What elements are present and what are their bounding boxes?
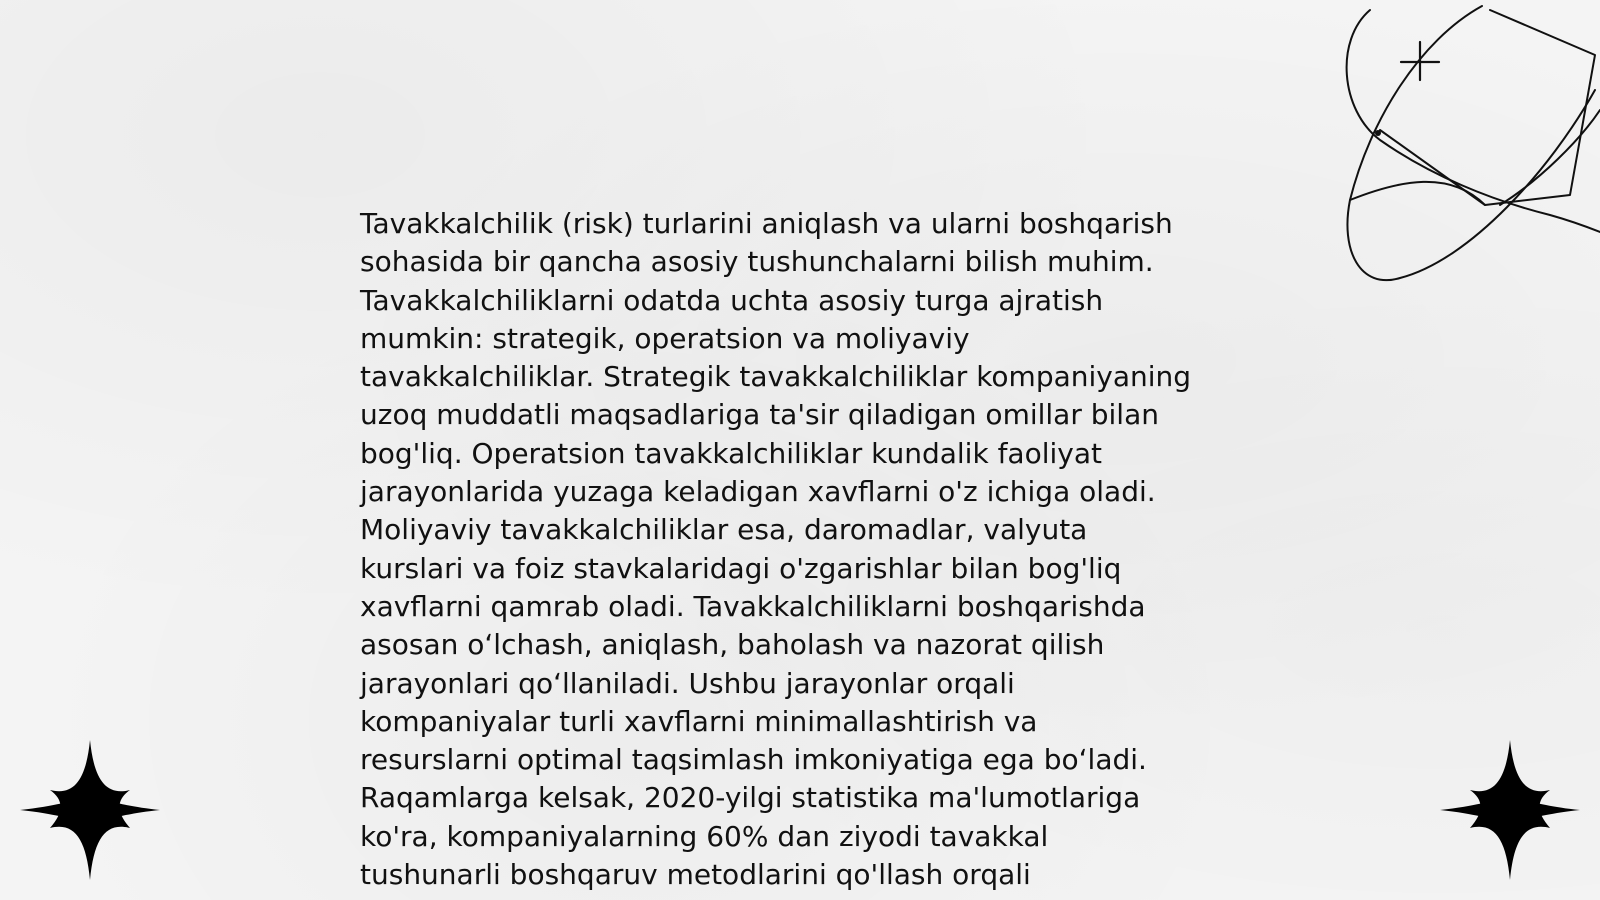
slide-body-text: Tavakkalchilik (risk) turlarini aniqlash va ularni boshqarish sohasida bir qancha asosiy tushunchalarni bilish muhim. Tavakkalchiliklarni odatda uchta asosiy turga ajratish mumkin: strategik, operatsion va moliyaviy tavakkalchiliklar. Strategik tavakkalchiliklar kompaniyaning uzoq muddatli maqsadlariga ta'sir qiladigan omillar bilan bog'liq. Operatsion tavakkalchiliklar kundalik faoliyat jarayonlarida yuzaga keladigan xavflarni o'z ichiga oladi. Moliyaviy tavakkalchiliklar esa, daromadlar, valyuta kurslari va foiz stavkalaridagi o'zgarishlar bilan bog'liq xavflarni qamrab oladi. Tavakkalchiliklarni boshqarishda asosan oʻlchash, aniqlash, baholash va nazorat qilish jarayonlari qoʻllaniladi. Ushbu jarayonlar orqali kompaniyalar turli xavflarni minimallashtirish va resurslarni optimal taqsimlash imkoniyatiga ega boʻladi. Raqamlarga kelsak, 2020-yilgi statistika ma'lumotlariga ko'ra, kompaniyalarning 60% dan ziyodi tavakkal tushunarli boshqaruv metodlarini qo'llash orqali [360, 207, 1192, 892]
four-point-star-icon [20, 740, 160, 880]
orbit-line-art-icon [1340, 0, 1600, 290]
four-point-star-icon [1440, 740, 1580, 880]
